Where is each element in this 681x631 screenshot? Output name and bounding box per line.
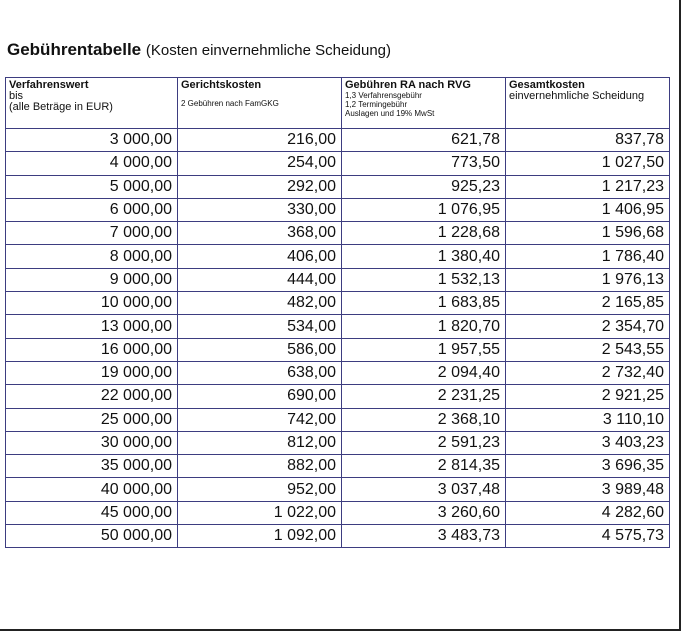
lawyer-fees-cell: 3 037,48	[342, 478, 506, 501]
table-row	[6, 292, 670, 315]
total-costs-cell: 1 976,13	[506, 268, 670, 291]
fee-table-header-row	[6, 78, 670, 129]
procedure-value-cell: 35 000,00	[6, 455, 178, 478]
header-procedure-value-title: Verfahrenswert	[9, 79, 89, 91]
table-row	[6, 315, 670, 338]
lawyer-fees-cell: 2 231,25	[342, 385, 506, 408]
table-row	[6, 268, 670, 291]
court-costs-cell: 534,00	[178, 315, 342, 338]
header-lawyer-fees-note-hearing: 1,2 Termingebühr	[345, 100, 408, 109]
procedure-value-cell: 40 000,00	[6, 478, 178, 501]
lawyer-fees-cell: 925,23	[342, 175, 506, 198]
table-row	[6, 338, 670, 361]
total-costs-cell: 3 989,48	[506, 478, 670, 501]
table-row	[6, 198, 670, 221]
procedure-value-cell: 8 000,00	[6, 245, 178, 268]
court-costs-cell: 638,00	[178, 361, 342, 384]
total-costs-cell: 1 596,68	[506, 222, 670, 245]
lawyer-fees-cell: 1 228,68	[342, 222, 506, 245]
header-lawyer-fees-note-expenses: Auslagen und 19% MwSt	[345, 109, 435, 118]
header-lawyer-fees	[342, 78, 506, 129]
table-row	[6, 152, 670, 175]
lawyer-fees-cell: 773,50	[342, 152, 506, 175]
lawyer-fees-cell: 3 260,60	[342, 501, 506, 524]
total-costs-cell: 1 406,95	[506, 198, 670, 221]
header-lawyer-fees-title: Gebühren RA nach RVG	[345, 79, 471, 91]
procedure-value-cell: 13 000,00	[6, 315, 178, 338]
table-row	[6, 385, 670, 408]
court-costs-cell: 1 092,00	[178, 525, 342, 548]
lawyer-fees-cell: 2 591,23	[342, 431, 506, 454]
lawyer-fees-cell: 1 957,55	[342, 338, 506, 361]
lawyer-fees-cell: 1 820,70	[342, 315, 506, 338]
fee-table	[5, 77, 670, 548]
table-row	[6, 431, 670, 454]
header-procedure-value-upto: bis	[9, 90, 24, 102]
header-total-costs-subtitle: einvernehmliche Scheidung	[509, 90, 645, 102]
court-costs-cell: 812,00	[178, 431, 342, 454]
court-costs-cell: 216,00	[178, 129, 342, 152]
table-row	[6, 175, 670, 198]
lawyer-fees-cell: 3 483,73	[342, 525, 506, 548]
total-costs-cell: 2 921,25	[506, 385, 670, 408]
total-costs-cell: 1 027,50	[506, 152, 670, 175]
total-costs-cell: 837,78	[506, 129, 670, 152]
total-costs-cell: 2 732,40	[506, 361, 670, 384]
page-subtitle: (Kosten einvernehmliche Scheidung)	[145, 42, 392, 59]
procedure-value-cell: 9 000,00	[6, 268, 178, 291]
lawyer-fees-cell: 621,78	[342, 129, 506, 152]
total-costs-cell: 2 543,55	[506, 338, 670, 361]
court-costs-cell: 406,00	[178, 245, 342, 268]
header-court-costs	[178, 78, 342, 129]
procedure-value-cell: 5 000,00	[6, 175, 178, 198]
court-costs-cell: 690,00	[178, 385, 342, 408]
total-costs-cell: 4 575,73	[506, 525, 670, 548]
procedure-value-cell: 4 000,00	[6, 152, 178, 175]
court-costs-cell: 368,00	[178, 222, 342, 245]
lawyer-fees-cell: 2 094,40	[342, 361, 506, 384]
total-costs-cell: 2 165,85	[506, 292, 670, 315]
court-costs-cell: 952,00	[178, 478, 342, 501]
header-lawyer-fees-note-procedure: 1,3 Verfahrensgebühr	[345, 91, 422, 100]
fee-table-body	[6, 129, 670, 548]
page-heading	[7, 40, 391, 60]
header-total-costs-title: Gesamtkosten	[509, 79, 585, 91]
court-costs-cell: 742,00	[178, 408, 342, 431]
lawyer-fees-cell: 1 683,85	[342, 292, 506, 315]
procedure-value-cell: 10 000,00	[6, 292, 178, 315]
table-row	[6, 129, 670, 152]
total-costs-cell: 3 110,10	[506, 408, 670, 431]
table-row	[6, 222, 670, 245]
total-costs-cell: 1 786,40	[506, 245, 670, 268]
procedure-value-cell: 3 000,00	[6, 129, 178, 152]
lawyer-fees-cell: 1 076,95	[342, 198, 506, 221]
header-procedure-value-currency-note: (alle Beträge in EUR)	[9, 101, 113, 113]
lawyer-fees-cell: 1 532,13	[342, 268, 506, 291]
court-costs-cell: 330,00	[178, 198, 342, 221]
total-costs-cell: 2 354,70	[506, 315, 670, 338]
total-costs-cell: 1 217,23	[506, 175, 670, 198]
procedure-value-cell: 45 000,00	[6, 501, 178, 524]
table-row	[6, 408, 670, 431]
table-row	[6, 455, 670, 478]
court-costs-cell: 292,00	[178, 175, 342, 198]
procedure-value-cell: 7 000,00	[6, 222, 178, 245]
total-costs-cell: 3 696,35	[506, 455, 670, 478]
procedure-value-cell: 16 000,00	[6, 338, 178, 361]
court-costs-cell: 882,00	[178, 455, 342, 478]
procedure-value-cell: 25 000,00	[6, 408, 178, 431]
procedure-value-cell: 22 000,00	[6, 385, 178, 408]
table-row	[6, 361, 670, 384]
header-procedure-value	[6, 78, 178, 129]
header-court-costs-spacer	[181, 91, 337, 99]
court-costs-cell: 444,00	[178, 268, 342, 291]
court-costs-cell: 1 022,00	[178, 501, 342, 524]
procedure-value-cell: 50 000,00	[6, 525, 178, 548]
total-costs-cell: 4 282,60	[506, 501, 670, 524]
table-row	[6, 501, 670, 524]
lawyer-fees-cell: 2 368,10	[342, 408, 506, 431]
lawyer-fees-cell: 1 380,40	[342, 245, 506, 268]
header-total-costs	[506, 78, 670, 129]
procedure-value-cell: 19 000,00	[6, 361, 178, 384]
court-costs-cell: 586,00	[178, 338, 342, 361]
header-court-costs-title: Gerichtskosten	[181, 79, 262, 91]
header-court-costs-note: 2 Gebühren nach FamGKG	[181, 99, 279, 108]
table-row	[6, 478, 670, 501]
table-row	[6, 245, 670, 268]
page-title: Gebührentabelle	[7, 40, 142, 59]
court-costs-cell: 254,00	[178, 152, 342, 175]
lawyer-fees-cell: 2 814,35	[342, 455, 506, 478]
procedure-value-cell: 30 000,00	[6, 431, 178, 454]
table-row	[6, 525, 670, 548]
court-costs-cell: 482,00	[178, 292, 342, 315]
procedure-value-cell: 6 000,00	[6, 198, 178, 221]
total-costs-cell: 3 403,23	[506, 431, 670, 454]
